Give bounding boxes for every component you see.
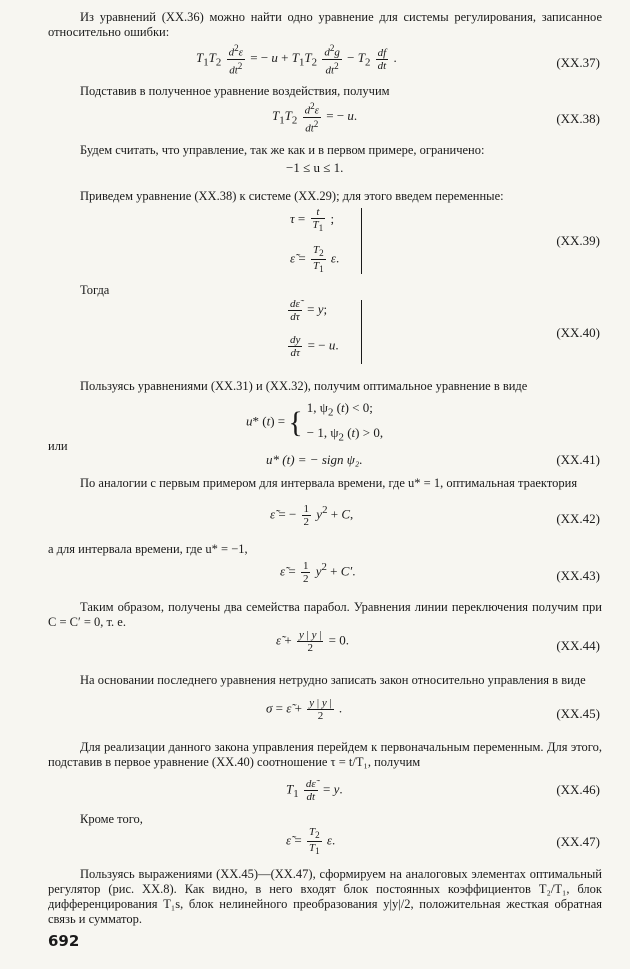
equation-xx45: σ = ε̃ + $\frac{y | y |}{2}$ . (266, 697, 343, 722)
equation-xx40-line2: $\frac{dy}{d\tau}$ = − u. (290, 334, 339, 359)
equation-xx40-line1: $\frac{d\varepsiloñ}{d\tau}$ = y; (290, 298, 328, 323)
equation-xx39-line2: ε̃ = $\frac{T_2}{T_1}$ ε. (290, 244, 340, 275)
right-brace (355, 208, 362, 274)
paragraph: Таким образом, получены два семейства парабол. Уравнения линии переключения получим при C = C′ = 0, т. е. (48, 600, 602, 629)
equation-xx44: ε̃ + $\frac{y | y |}{2}$ = 0. (276, 629, 349, 654)
page-number: 692 (48, 932, 80, 950)
equation-number: (XX.37) (556, 55, 600, 70)
equation-xx37: $T_1T_2$ $\frac{d^2\varepsilon}{dt^2}$ = − $u + T_1T_2$ $\frac{d^2g}{dt^2}$ − $T_2$ $\frac{df}{dt}$ . (196, 43, 397, 77)
equation-number: (XX.40) (556, 325, 600, 340)
paragraph: Будем считать, что управление, так же как и в первом примере, ограничено: (80, 143, 485, 157)
paragraph: Пользуясь выражениями (XX.45)—(XX.47), сформируем на аналоговых элементах оптимальный регулятор (рис. XX.8). Как видно, в него входят блок постоянных коэффициентов T₂/T₁, блок дифференцирования T₁s, блок нелинейного преобразования y|y|/2, положительная жесткая обратная связь и сумматор. (48, 867, 602, 926)
equation-number: (XX.45) (556, 706, 600, 721)
equation-number: (XX.46) (556, 782, 600, 797)
paragraph: а для интервала времени, где u* = −1, (48, 542, 248, 556)
inequality: −1 ≤ u ≤ 1. (286, 160, 344, 175)
paragraph: или (48, 439, 68, 453)
paragraph: Пользуясь уравнениями (XX.31) и (XX.32), получим оптимальное уравнение в виде (80, 379, 528, 393)
equation-optimal-control: u* (t) = {1, $\psi_2$ (t) < 0; − 1, $\psi_2$ (t) > 0, (246, 400, 384, 444)
equation-xx42: ε̃ = − $\frac{1}{2}$ $y^2 + C$, (270, 503, 354, 528)
equation-number: (XX.41) (556, 452, 600, 467)
equation-number: (XX.44) (556, 638, 600, 653)
paragraph: Тогда (80, 283, 110, 297)
paragraph: По аналогии с первым примером для интервала времени, где u* = 1, оптимальная траектория (80, 476, 578, 490)
equation-xx38: $T_1T_2$ $\frac{d^2\varepsilon}{dt^2}$ = − u. (272, 101, 358, 135)
equation-xx41: u* (t) = − sign ψ₂. (266, 452, 363, 467)
right-brace (355, 300, 362, 364)
paragraph: Приведем уравнение (XX.38) к системе (XX.29); для этого введем переменные: (80, 189, 504, 203)
paragraph: Подставив в полученное уравнение воздействия, получим (80, 84, 390, 98)
equation-xx43: ε̃ = $\frac{1}{2}$ $y^2 + C'$. (280, 560, 356, 585)
paragraph: Для реализации данного закона управления перейдем к первоначальным переменным. Для этого, подставив в первое уравнение (XX.40) соотношение τ = t/T₁, получим (48, 740, 602, 769)
paragraph: Из уравнений (XX.36) можно найти одно уравнение для системы регулирования, записанное относительно ошибки: (48, 10, 602, 39)
equation-xx47: ε̃ = $\frac{T_2}{T_1}$ ε. (286, 826, 336, 857)
equation-xx46: $T_1$ $\frac{d\varepsiloñ}{dt}$ = y. (286, 778, 343, 803)
equation-number: (XX.42) (556, 511, 600, 526)
paragraph: Кроме того, (80, 812, 143, 826)
paragraph: На основании последнего уравнения нетрудно записать закон относительно управления в виде (80, 673, 586, 687)
equation-number: (XX.47) (556, 834, 600, 849)
equation-number: (XX.39) (556, 233, 600, 248)
equation-xx39-line1: τ = $\frac{t}{T_1}$ ; (290, 206, 335, 234)
equation-number: (XX.43) (556, 568, 600, 583)
equation-number: (XX.38) (556, 111, 600, 126)
